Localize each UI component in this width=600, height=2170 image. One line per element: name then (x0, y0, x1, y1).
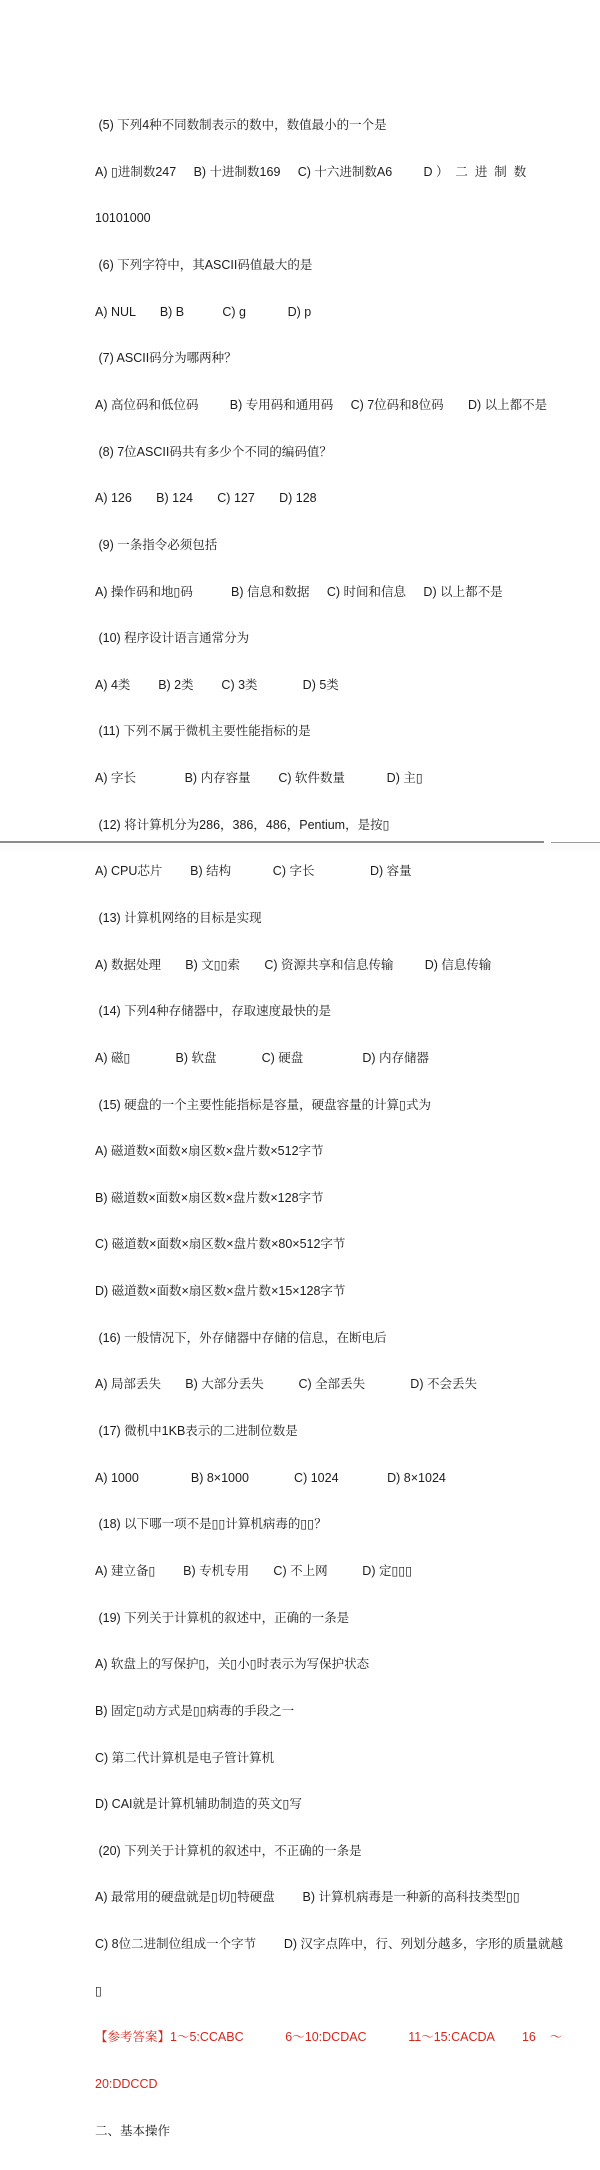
options-q20-cd: C) 8位二进制位组成一个字节 D) 汉字点阵中，行、列划分越多，字形的质量就越 (95, 1937, 564, 1952)
question-stem-q12: (12) 将计算机分为286，386，486，Pentium，是按▯ (95, 817, 390, 832)
question-stem-q15: (15) 硬盘的一个主要性能指标是容量，硬盘容量的计算▯式为 (95, 1097, 432, 1112)
question-stem-q11: (11) 下列不属于微机主要性能指标的是 (95, 724, 311, 739)
question-stem-q20: (20) 下列关于计算机的叙述中，不正确的一条是 (95, 1843, 362, 1858)
question-stem-q9: (9) 一条指令必须包括 (95, 537, 218, 552)
option-q15-c: C) 磁道数×面数×扇区数×盘片数×80×512字节 (95, 1237, 346, 1252)
question-stem-q19: (19) 下列关于计算机的叙述中，正确的一条是 (95, 1610, 350, 1625)
answer-key-line-1: 【参考答案】1～5:CCABC 6～10:DCDAC 11～15:CACDA 16 ～ (95, 2030, 563, 2045)
options-q12: A) CPU芯片 B) 结构 C) 字长 D) 容量 (95, 864, 412, 879)
question-stem-q16: (16) 一般情况下，外存储器中存储的信息，在断电后 (95, 1330, 387, 1345)
question-stem-q8: (8) 7位ASCII码共有多少个不同的编码值？ (95, 444, 332, 459)
options-q9: A) 操作码和地▯码 B) 信息和数据 C) 时间和信息 D) 以上都不是 (95, 584, 503, 599)
option-q15-d: D) 磁道数×面数×扇区数×盘片数×15×128字节 (95, 1284, 346, 1299)
option-q19-c: C) 第二代计算机是电子管计算机 (95, 1750, 275, 1765)
question-stem-q14: (14) 下列4种存储器中，存取速度最快的是 (95, 1004, 332, 1019)
options-q11: A) 字长 B) 内存容量 C) 软件数量 D) 主▯ (95, 771, 423, 786)
question-stem-q17: (17) 微机中1KB表示的二进制位数是 (95, 1424, 298, 1439)
options-q8: A) 126 B) 124 C) 127 D) 128 (95, 491, 317, 506)
question-stem-q10: (10) 程序设计语言通常分为 (95, 631, 250, 646)
section-title-basic-operations: 二、基本操作 (95, 2123, 171, 2138)
options-q20-wrap: ▯ (95, 1983, 102, 1998)
question-stem-q5: (5) 下列4种不同数制表示的数中，数值最小的一个是 (95, 118, 387, 133)
question-stem-q13: (13) 计算机网络的目标是实现 (95, 910, 262, 925)
option-q15-a: A) 磁道数×面数×扇区数×盘片数×512字节 (95, 1144, 324, 1159)
question-stem-q6: (6) 下列字符中，其ASCII码值最大的是 (95, 258, 313, 273)
options-q10: A) 4类 B) 2类 C) 3类 D) 5类 (95, 677, 339, 692)
options-q13: A) 数据处理 B) 文▯▯索 C) 资源共享和信息传输 D) 信息传输 (95, 957, 492, 972)
option-q19-a: A) 软盘上的写保护▯，关▯小▯时表示为写保护状态 (95, 1657, 370, 1672)
answer-key-line-2: 20:DDCCD (95, 2077, 158, 2091)
page-boundary-gap (0, 843, 600, 851)
option-q19-d: D) CAI就是计算机辅助制造的英文▯写 (95, 1797, 302, 1812)
options-q5-wrap: 10101000 (95, 211, 151, 226)
option-q15-b: B) 磁道数×面数×扇区数×盘片数×128字节 (95, 1190, 324, 1205)
options-q17: A) 1000 B) 8×1000 C) 1024 D) 8×1024 (95, 1470, 446, 1485)
options-q18: A) 建立备▯ B) 专机专用 C) 不上网 D) 定▯▯▯ (95, 1563, 413, 1578)
options-q5: A) ▯进制数247 B) 十进制数169 C) 十六进制数A6 D ） 二 进 制 数 (95, 164, 527, 179)
exam-question-list (95, 87, 564, 2170)
options-q6: A) NUL B) B C) g D) p (95, 304, 312, 319)
question-stem-q18: (18) 以下哪一项不是▯▯计算机病毒的▯▯？ (95, 1517, 327, 1532)
options-q20-ab: A) 最常用的硬盘就是▯切▯特硬盘 B) 计算机病毒是一种新的高科技类型▯▯ (95, 1890, 520, 1905)
question-stem-q7: (7) ASCII码分为哪两种？ (95, 351, 237, 366)
option-q19-b: B) 固定▯动方式是▯▯病毒的手段之一 (95, 1703, 295, 1718)
options-q7: A) 高位码和低位码 B) 专用码和通用码 C) 7位码和8位码 D) 以上都不是 (95, 397, 548, 412)
options-q14: A) 磁▯ B) 软盘 C) 硬盘 D) 内存储器 (95, 1050, 429, 1065)
options-q16: A) 局部丢失 B) 大部分丢失 C) 全部丢失 D) 不会丢失 (95, 1377, 477, 1392)
